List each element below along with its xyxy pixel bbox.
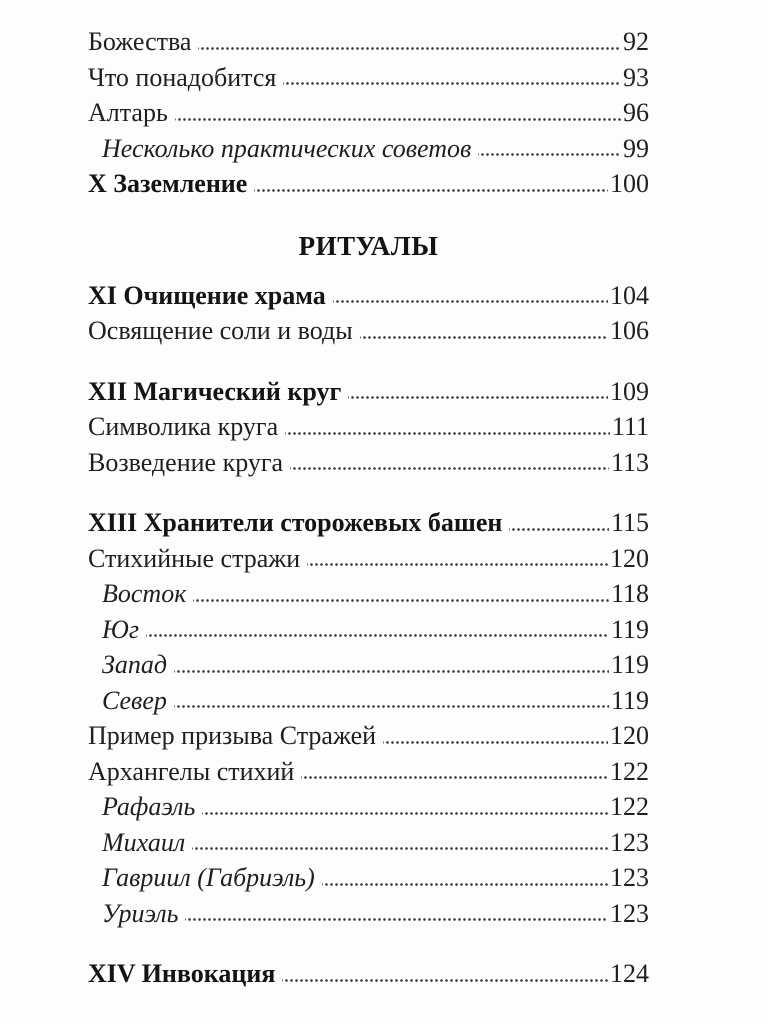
toc-entry-page: 118 xyxy=(610,579,649,608)
toc-entry-page: 92 xyxy=(623,27,649,56)
toc-entry xyxy=(102,647,649,683)
toc-entry-label: X Заземление xyxy=(88,169,248,198)
toc-entry-label: Символика круга xyxy=(88,412,279,441)
toc-entry-page: 113 xyxy=(610,447,649,477)
dot-leader xyxy=(301,754,608,790)
toc-entry xyxy=(88,166,649,202)
toc-group xyxy=(88,956,649,992)
toc-entry-page: 124 xyxy=(610,959,649,988)
toc-entry-page: 122 xyxy=(610,792,649,821)
toc-entry-label: Гавриил (Габриэль) xyxy=(102,863,315,892)
dot-leader xyxy=(360,313,608,349)
toc-group xyxy=(88,24,649,202)
dot-leader xyxy=(333,278,608,314)
toc-entry-label: Пример призыва Стражей xyxy=(88,721,377,750)
toc-entry xyxy=(88,278,649,314)
toc-entry-label: XII Магический круг xyxy=(88,376,342,406)
toc-entry xyxy=(102,896,649,932)
dot-leader xyxy=(285,409,610,445)
toc-entry-page: 106 xyxy=(610,316,649,345)
dot-leader xyxy=(383,718,608,754)
toc-entry-page: 93 xyxy=(623,62,649,92)
toc-entry xyxy=(88,445,649,481)
toc-entry xyxy=(88,313,649,349)
toc-entry-label: Несколько практических советов xyxy=(102,133,472,163)
table-of-contents xyxy=(88,24,649,992)
toc-entry-page: 119 xyxy=(610,650,649,679)
toc-entry xyxy=(88,541,649,577)
toc-entry-page: 119 xyxy=(610,685,649,715)
toc-entry xyxy=(88,956,649,992)
toc-entry xyxy=(102,825,649,861)
dot-leader xyxy=(174,683,609,719)
dot-leader xyxy=(348,374,608,410)
toc-group xyxy=(88,374,649,481)
toc-entry xyxy=(88,505,649,541)
toc-entry-label: Уриэль xyxy=(102,898,179,928)
toc-entry xyxy=(102,131,649,167)
toc-entry-label: Возведение круга xyxy=(88,447,284,477)
toc-entry-label: Алтарь xyxy=(88,98,168,127)
dot-leader xyxy=(174,647,609,683)
toc-entry-page: 99 xyxy=(623,133,649,163)
toc-entry xyxy=(88,374,649,410)
toc-entry-page: 115 xyxy=(610,508,649,537)
dot-leader xyxy=(254,166,608,202)
toc-entry-label: XIII Хранители сторожевых башен xyxy=(88,508,503,537)
toc-entry-page: 100 xyxy=(610,169,649,198)
toc-entry-page: 119 xyxy=(610,614,649,644)
toc-entry-label: Запад xyxy=(102,650,168,679)
dot-leader xyxy=(146,612,609,648)
toc-entry-page: 109 xyxy=(610,376,649,406)
dot-leader xyxy=(322,860,608,896)
dot-leader xyxy=(509,505,609,541)
dot-leader xyxy=(307,541,608,577)
toc-entry-label: Стихийные стражи xyxy=(88,543,301,573)
toc-entry-label: XIV Инвокация xyxy=(88,959,276,988)
toc-entry-label: Что понадобится xyxy=(88,62,277,92)
toc-entry xyxy=(88,60,649,96)
toc-entry-page: 123 xyxy=(610,863,649,892)
toc-entry-label: XI Очищение храма xyxy=(88,280,326,310)
toc-entry-page: 123 xyxy=(610,898,649,928)
toc-entry xyxy=(102,860,649,896)
dot-leader xyxy=(202,789,608,825)
toc-entry xyxy=(88,754,649,790)
toc-entry-page: 123 xyxy=(610,827,649,857)
toc-entry-label: Михаил xyxy=(102,827,186,857)
toc-entry xyxy=(102,612,649,648)
toc-entry xyxy=(102,683,649,719)
toc-entry-page: 120 xyxy=(610,543,649,573)
dot-leader xyxy=(478,131,621,167)
dot-leader xyxy=(283,60,621,96)
dot-leader xyxy=(192,825,608,861)
section-heading: РИТУАЛЫ xyxy=(298,230,439,261)
toc-entry xyxy=(88,409,649,445)
dot-leader xyxy=(175,95,621,131)
dot-leader xyxy=(198,24,621,60)
toc-entry-page: 122 xyxy=(610,756,649,786)
toc-entry xyxy=(88,95,649,131)
toc-entry-label: Божества xyxy=(88,27,192,56)
toc-entry xyxy=(102,789,649,825)
toc-entry-label: Юг xyxy=(102,614,139,644)
toc-entry xyxy=(102,576,649,612)
toc-entry-page: 111 xyxy=(611,412,649,441)
dot-leader xyxy=(290,445,609,481)
toc-entry-label: Освящение соли и воды xyxy=(88,316,353,345)
toc-entry-label: Архангелы стихий xyxy=(88,756,295,786)
dot-leader xyxy=(282,956,608,992)
dot-leader xyxy=(185,896,608,932)
toc-entry-page: 120 xyxy=(610,721,649,750)
toc-entry xyxy=(88,718,649,754)
toc-entry-label: Восток xyxy=(102,579,187,608)
toc-group xyxy=(88,278,649,349)
toc-entry-label: Рафаэль xyxy=(102,792,196,821)
toc-entry-label: Север xyxy=(102,685,167,715)
dot-leader xyxy=(193,576,609,612)
toc-entry-page: 104 xyxy=(610,280,649,310)
toc-group xyxy=(88,505,649,931)
toc-entry-page: 96 xyxy=(623,98,649,127)
toc-entry xyxy=(88,24,649,60)
